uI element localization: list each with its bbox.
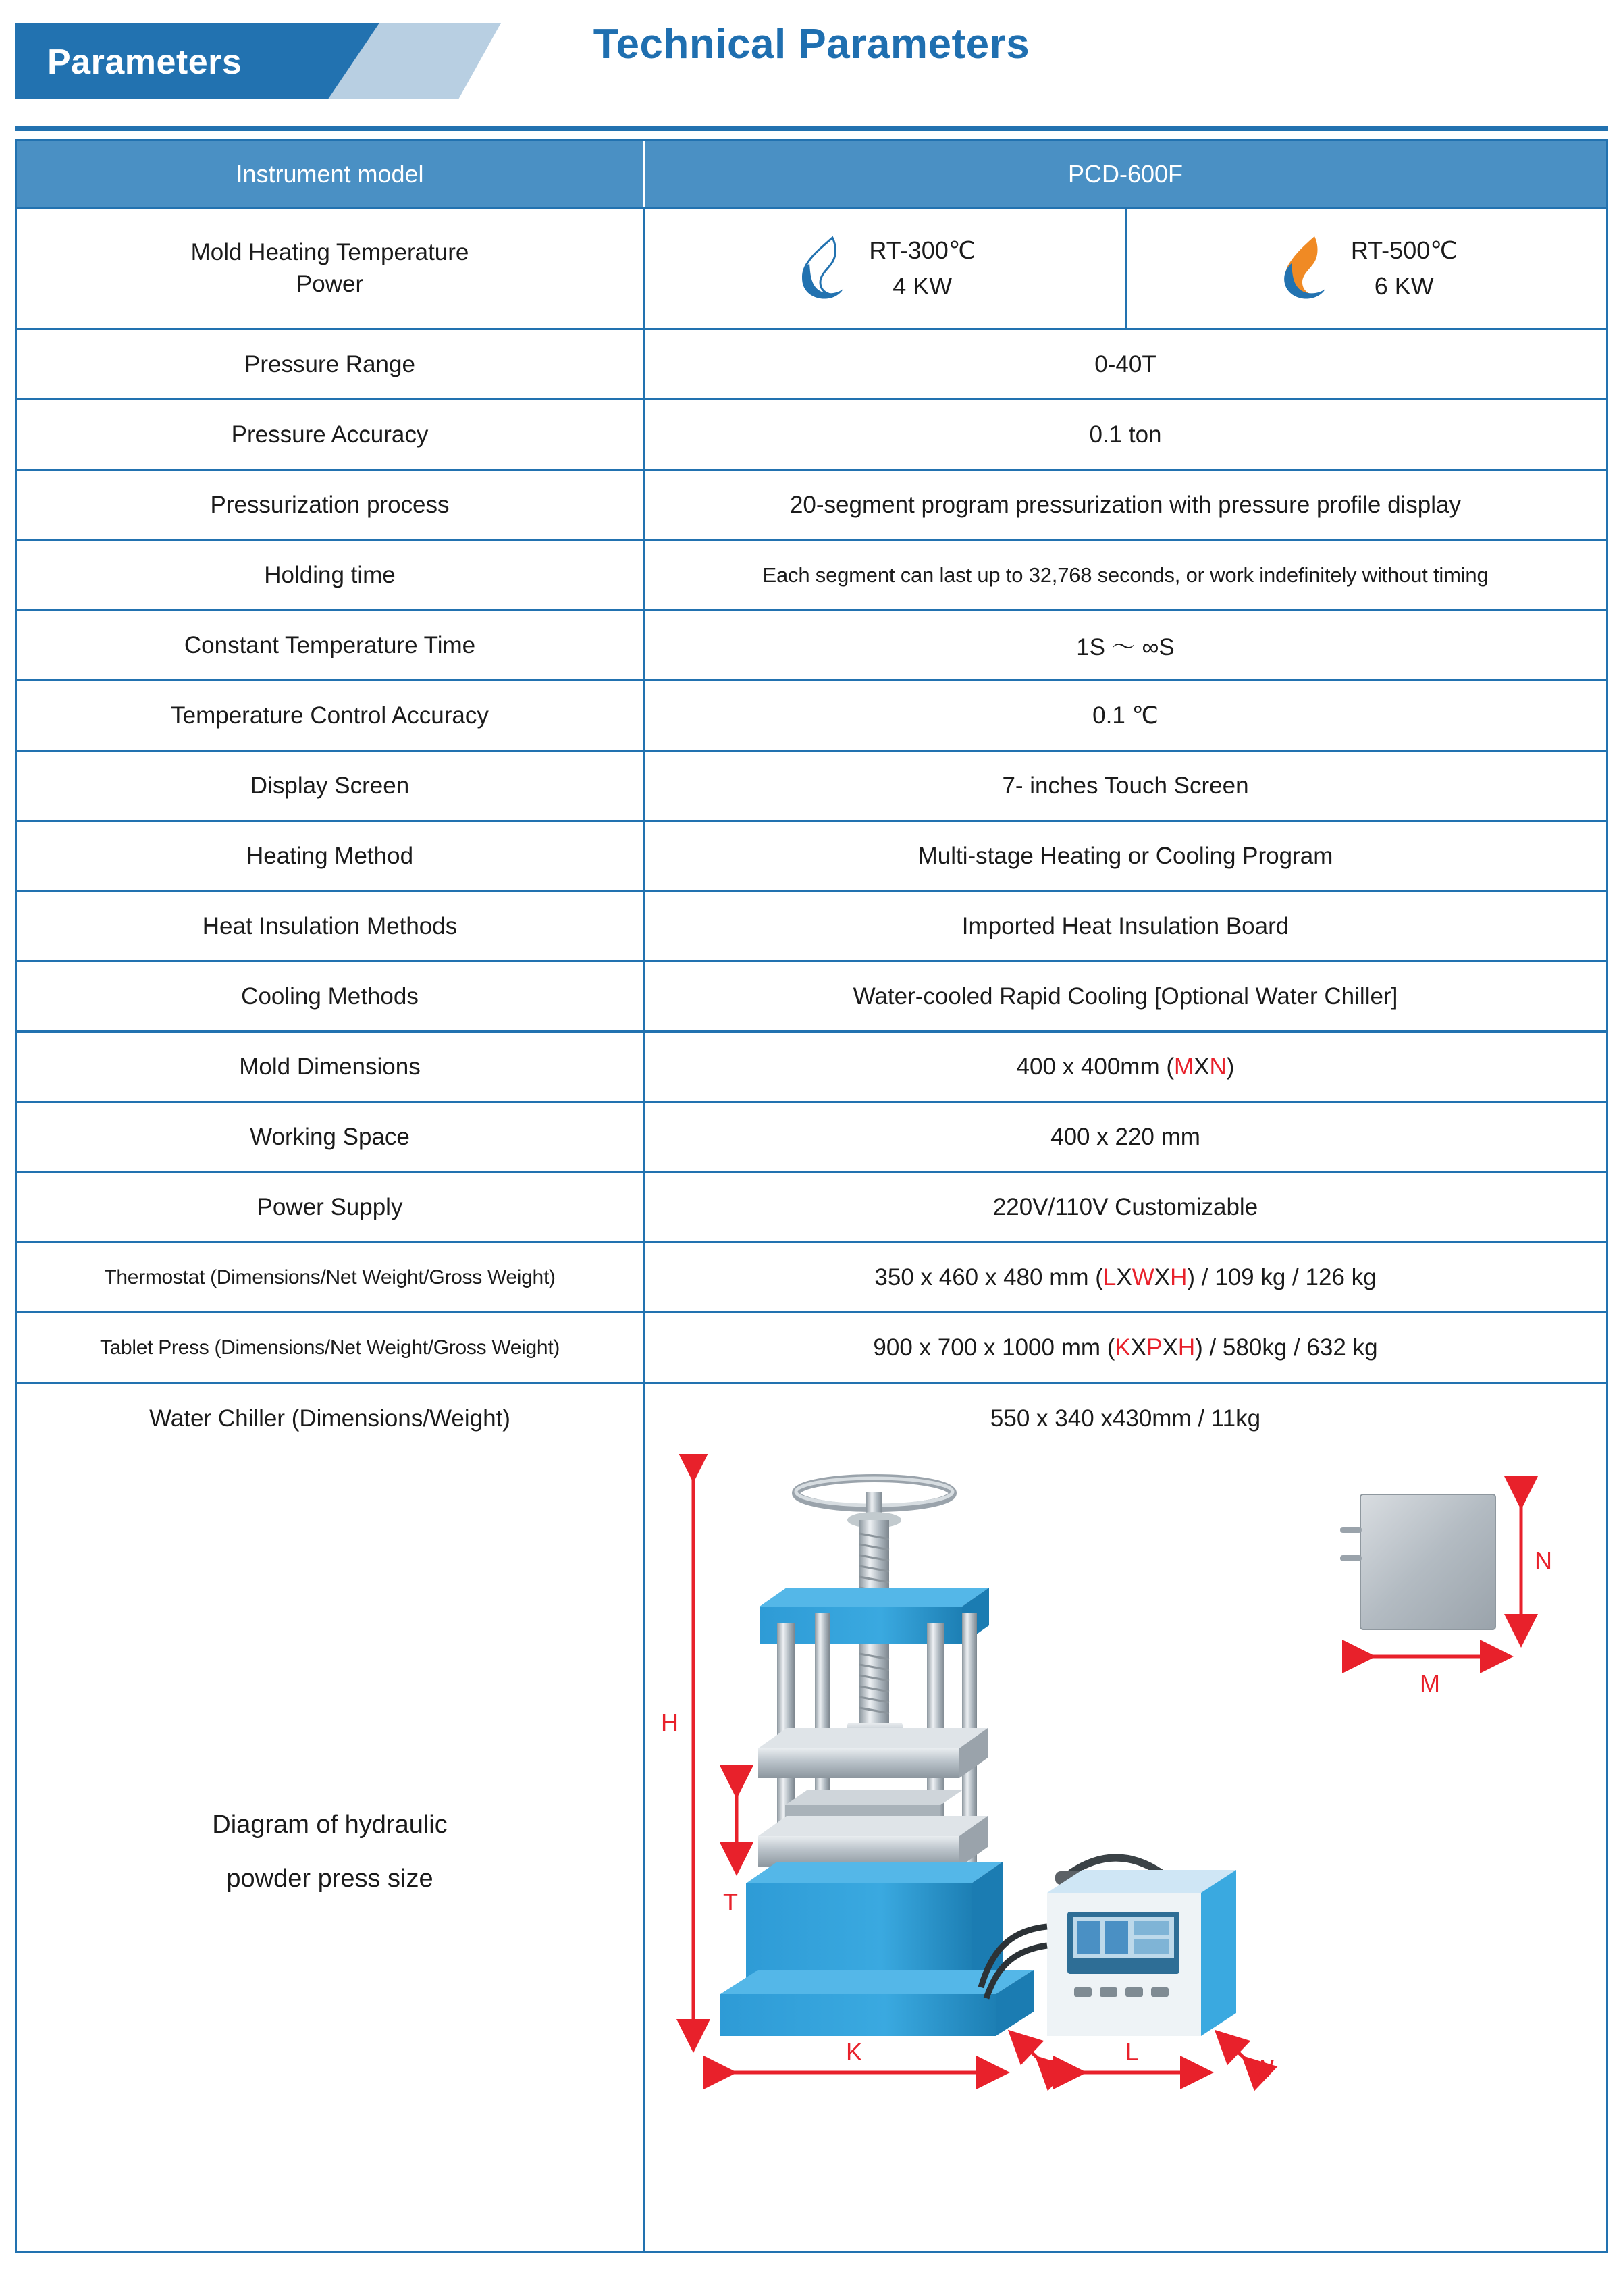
dimension-symbol: N	[1209, 1053, 1227, 1080]
diagram-row	[17, 1454, 1606, 2251]
temperature-value-group	[645, 209, 1606, 328]
spec-label: Pressurization process	[17, 471, 645, 539]
table-row	[17, 1033, 1606, 1103]
spec-value: Imported Heat Insulation Board	[961, 912, 1289, 939]
header-value-cell: PCD-600F	[1067, 159, 1183, 188]
dimension-symbol: L	[1102, 1263, 1117, 1290]
value-text: X	[1116, 1263, 1132, 1290]
temperature-option-high	[1127, 209, 1607, 328]
table-row	[17, 752, 1606, 822]
diagram-label-cell	[17, 1454, 645, 2251]
spec-label: Holding time	[17, 541, 645, 609]
spec-label: Display Screen	[17, 752, 645, 820]
spec-value: Multi-stage Heating or Cooling Program	[917, 842, 1333, 869]
dimension-symbol: H	[1177, 1334, 1196, 1361]
temperature-high-text	[1351, 233, 1458, 303]
temperature-label-cell	[17, 209, 645, 328]
svg-text:L: L	[1125, 2038, 1140, 2066]
press-diagram-svg	[645, 1454, 1606, 2247]
spec-label: Pressure Range	[17, 330, 645, 398]
table-row	[17, 400, 1606, 471]
header-label-cell: Instrument model	[17, 141, 645, 207]
spec-label: Working Space	[17, 1103, 645, 1171]
table-row	[17, 1243, 1606, 1313]
table-row	[17, 209, 1606, 330]
table-header-row	[17, 141, 1606, 209]
table-row	[17, 1313, 1606, 1384]
spec-label: Thermostat (Dimensions/Net Weight/Gross Weight)	[17, 1243, 645, 1311]
page-title: Technical Parameters	[593, 21, 1030, 68]
spec-label: Tablet Press (Dimensions/Net Weight/Gross Weight)	[17, 1313, 645, 1382]
page-header	[0, 0, 1623, 128]
temperature-low-text	[869, 233, 976, 303]
spec-value: 0.1 ton	[1089, 421, 1162, 448]
power-low-value: 4 KW	[893, 271, 953, 300]
table-row	[17, 1173, 1606, 1243]
value-text: )	[1226, 1053, 1235, 1080]
value-text: X	[1162, 1334, 1178, 1361]
mold-plate-illustration	[1340, 1493, 1552, 1697]
value-text: 900 x 700 x 1000 mm (	[873, 1334, 1115, 1361]
dimension-symbol: K	[1115, 1334, 1131, 1361]
spec-label: Constant Temperature Time	[17, 611, 645, 679]
spec-label: Cooling Methods	[17, 962, 645, 1030]
value-text: 400 x 400mm (	[1016, 1053, 1174, 1080]
spec-label: Heating Method	[17, 822, 645, 890]
header-divider	[15, 126, 1608, 131]
value-text: X	[1194, 1053, 1210, 1080]
temperature-label-line1: Mold Heating Temperature	[190, 239, 469, 266]
dimension-symbol: W	[1132, 1263, 1154, 1290]
table-row	[17, 330, 1606, 400]
flame-icon-orange	[1275, 234, 1333, 304]
spec-value	[645, 1313, 1606, 1382]
dimension-symbol: M	[1173, 1053, 1194, 1080]
spec-label: Power Supply	[17, 1173, 645, 1241]
specifications-table	[15, 139, 1608, 2253]
spec-value	[645, 1243, 1606, 1311]
table-row	[17, 1103, 1606, 1173]
svg-text:W: W	[1251, 2054, 1274, 2082]
value-text: X	[1130, 1334, 1147, 1361]
spec-value: 7- inches Touch Screen	[1002, 772, 1249, 799]
diagram-image	[645, 1454, 1606, 2251]
value-text: ) / 109 kg / 126 kg	[1187, 1263, 1377, 1290]
diagram-label-line2: powder press size	[226, 1864, 433, 1893]
dimension-symbol: P	[1146, 1334, 1163, 1361]
value-text: ) / 580kg / 632 kg	[1195, 1334, 1378, 1361]
spec-label: Pressure Accuracy	[17, 400, 645, 469]
svg-text:T: T	[723, 1888, 738, 1916]
temperature-high-value: RT-500℃	[1350, 236, 1458, 265]
table-row	[17, 541, 1606, 611]
spec-label: Water Chiller (Dimensions/Weight)	[17, 1384, 645, 1454]
spec-value	[645, 1033, 1606, 1101]
table-row	[17, 681, 1606, 752]
hydraulic-press-illustration	[720, 1478, 1034, 2036]
spec-rows-container	[17, 330, 1606, 1454]
tab-label: Parameters	[47, 43, 242, 82]
spec-value: 0.1 ℃	[1092, 702, 1159, 729]
flame-icon-blue	[793, 234, 851, 304]
spec-label: Temperature Control Accuracy	[17, 681, 645, 750]
spec-label: Heat Insulation Methods	[17, 892, 645, 960]
temperature-low-value: RT-300℃	[869, 236, 976, 265]
table-row	[17, 962, 1606, 1033]
spec-value: Each segment can last up to 32,768 seconds, or work indefinitely without timing	[762, 563, 1489, 587]
svg-text:K: K	[846, 2038, 863, 2066]
value-text: 350 x 460 x 480 mm (	[874, 1263, 1103, 1290]
spec-value: 0-40T	[1094, 350, 1156, 377]
power-high-value: 6 KW	[1374, 271, 1434, 300]
svg-text:H: H	[661, 1708, 679, 1736]
spec-value: 550 x 340 x430mm / 11kg	[990, 1405, 1261, 1432]
diagram-label-line1: Diagram of hydraulic	[212, 1810, 448, 1840]
spec-value: Water-cooled Rapid Cooling [Optional Water Chiller]	[853, 983, 1398, 1010]
spec-value: 400 x 220 mm	[1050, 1123, 1200, 1150]
spec-label: Mold Dimensions	[17, 1033, 645, 1101]
table-row	[17, 611, 1606, 681]
table-row	[17, 1384, 1606, 1454]
svg-text:P: P	[1044, 2054, 1061, 2082]
svg-text:N: N	[1535, 1546, 1552, 1574]
table-row	[17, 471, 1606, 541]
spec-value: 1S ～ ∞S	[1076, 633, 1175, 660]
value-text: X	[1154, 1263, 1171, 1290]
temperature-option-low	[645, 209, 1127, 328]
table-row	[17, 822, 1606, 892]
spec-value: 20-segment program pressurization with pressure profile display	[789, 491, 1462, 518]
table-row	[17, 892, 1606, 962]
svg-text:M: M	[1420, 1669, 1440, 1697]
dimension-symbol: H	[1170, 1263, 1188, 1290]
spec-value: 220V/110V Customizable	[992, 1193, 1258, 1220]
temperature-label-line2: Power	[296, 270, 364, 297]
